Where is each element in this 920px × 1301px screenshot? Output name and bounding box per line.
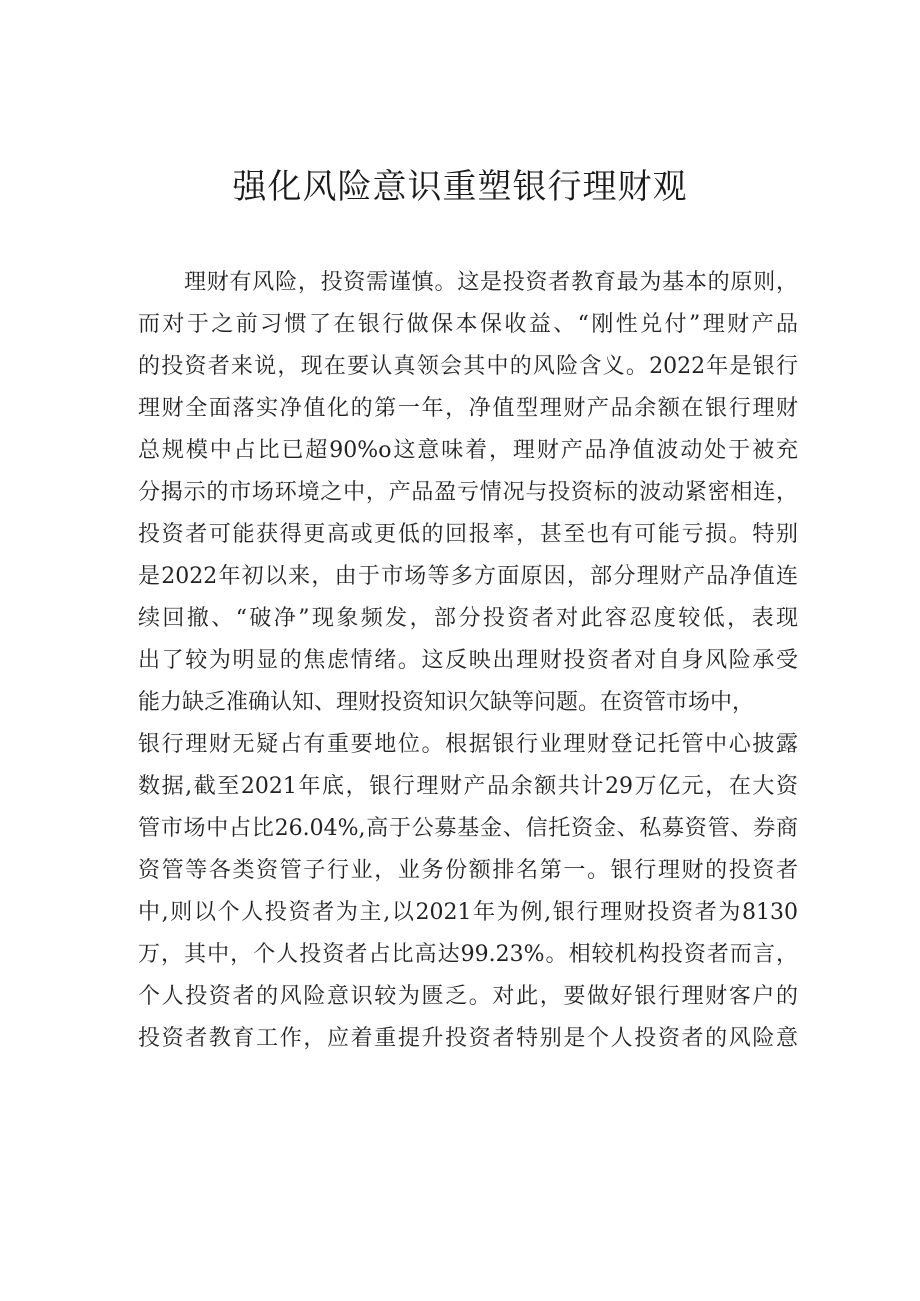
body-line: 的投资者来说，现在要认真领会其中的风险含义。2022年是银行 xyxy=(138,354,798,379)
body-line: 出了较为明显的焦虑情绪。这反映出理财投资者对自身风险承受 xyxy=(138,648,798,673)
body-line: 能力缺乏准确认知、理财投资知识欠缺等问题。在资管市场中， xyxy=(138,690,755,715)
body-line: 而对于之前习惯了在银行做保本保收益、“刚性兑付”理财产品 xyxy=(138,312,798,337)
document-body xyxy=(138,262,798,1060)
body-line: 管市场中占比26.04%,高于公募基金、信托资金、私募资管、券商 xyxy=(138,816,798,841)
document-title: 强化风险意识重塑银行理财观 xyxy=(232,167,688,207)
body-line: 数据,截至2021年底，银行理财产品余额共计29万亿元，在大资 xyxy=(138,774,798,799)
body-line: 总规模中占比已超90%o这意味着，理财产品净值波动处于被充 xyxy=(138,438,798,463)
body-line: 投资者教育工作，应着重提升投资者特别是个人投资者的风险意 xyxy=(138,1026,798,1051)
body-line: 是2022年初以来，由于市场等多方面原因，部分理财产品净值连 xyxy=(138,564,798,589)
body-line: 资管等各类资管子行业，业务份额排名第一。银行理财的投资者 xyxy=(138,858,798,883)
body-line: 分揭示的市场环境之中，产品盈亏情况与投资标的波动紧密相连， xyxy=(138,480,798,505)
body-line: 续回撤、“破净”现象频发，部分投资者对此容忍度较低，表现 xyxy=(138,606,798,631)
body-line: 投资者可能获得更高或更低的回报率，甚至也有可能亏损。特别 xyxy=(138,522,798,547)
body-line: 中,则以个人投资者为主,以2021年为例,银行理财投资者为8130 xyxy=(138,900,798,925)
body-line: 万，其中，个人投资者占比高达99.23%。相较机构投资者而言， xyxy=(138,942,798,967)
body-line: 银行理财无疑占有重要地位。根据银行业理财登记托管中心披露 xyxy=(138,732,798,757)
body-line: 理财有风险，投资需谨慎。这是投资者教育最为基本的原则， xyxy=(184,270,798,295)
body-line: 理财全面落实净值化的第一年，净值型理财产品余额在银行理财 xyxy=(138,396,798,421)
body-line: 个人投资者的风险意识较为匮乏。对此，要做好银行理财客户的 xyxy=(138,984,798,1009)
